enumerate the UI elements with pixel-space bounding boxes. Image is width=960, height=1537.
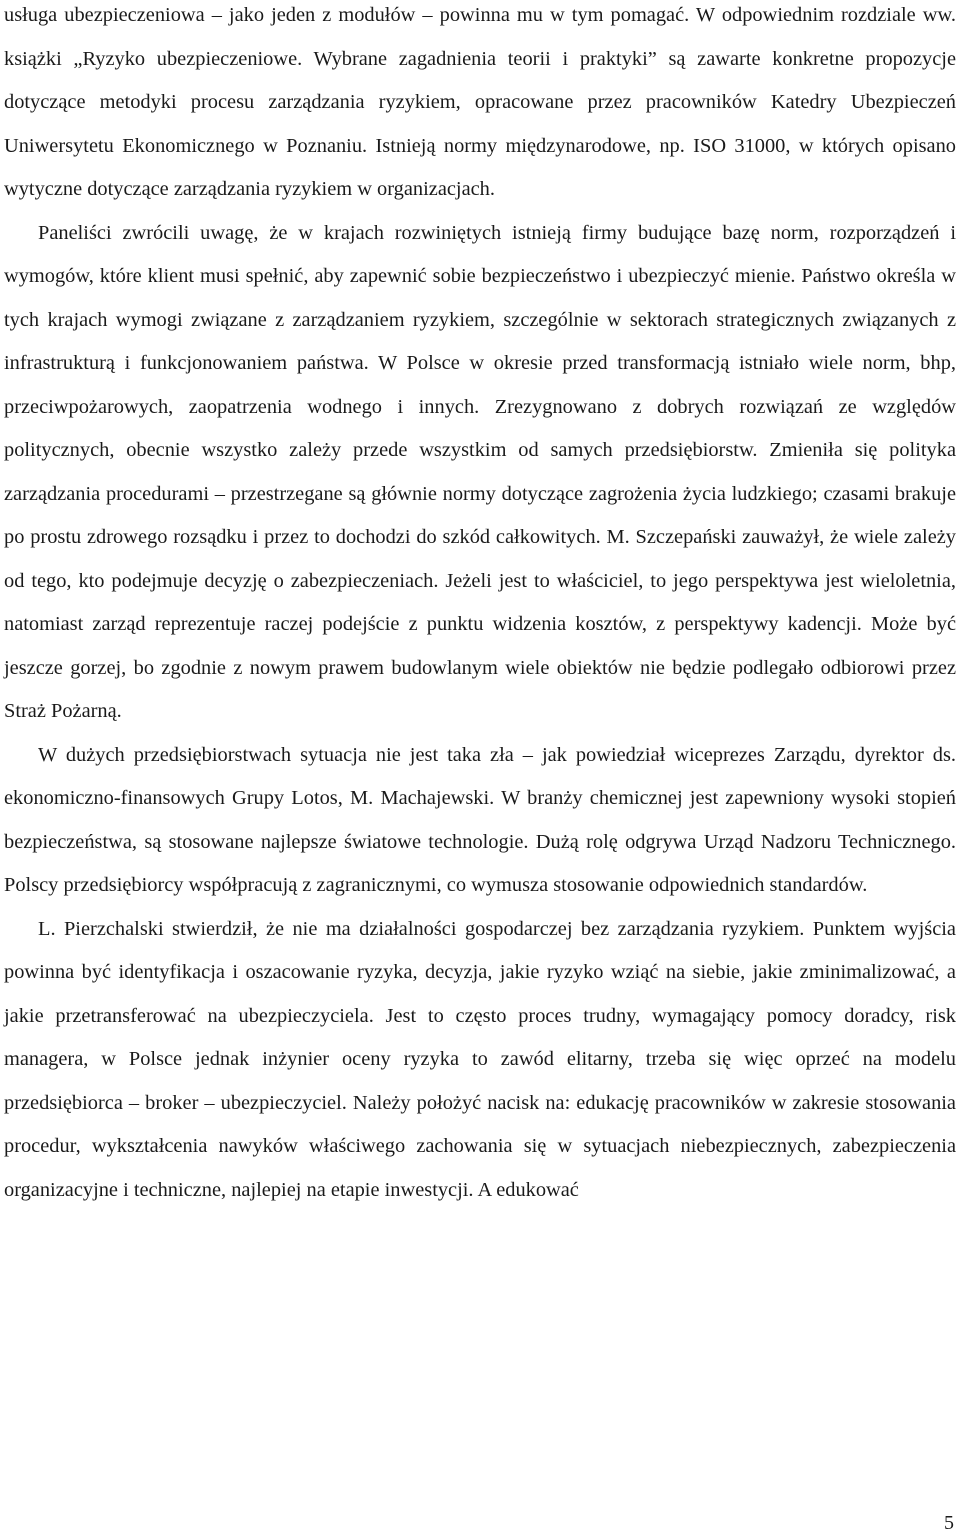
page-number: 5 [944, 1512, 954, 1534]
paragraph-risk-management: L. Pierzchalski stwierdził, że nie ma działalności gospodarczej bez zarządzania ryzykiem. Punktem wyjścia powinna być identyfikacja i oszacowanie ryzyka, decyzja, jakie ryzyko wziąć na siebie, jakie zminimalizować, a jakie przetransferować na ubezpieczyciela. Jest to często proces trudny, wymagający pomocy doradcy, risk managera, w Polsce jednak inżynier oceny ryzyka to zawód elitarny, trzeba się więc oprzeć na modelu przedsiębiorca – broker – ubezpieczyciel. Należy położyć nacisk na: edukację pracowników w zakresie stosowania procedur, wykształcenia nawyków właściwego zachowania się w sytuacjach niebezpiecznych, zabezpieczenia organizacyjne i techniczne, najlepiej na etapie inwestycji. A edukować [4, 917, 956, 1201]
paragraph-continuation: usługa ubezpieczeniowa – jako jeden z modułów – powinna mu w tym pomagać. W odpowiednim rozdziale ww. książki „Ryzyko ubezpieczeniowe. Wybrane zagadnienia teorii i praktyki” są zawarte konkretne propozycje dotyczące metodyki procesu zarządzania ryzykiem, opracowane przez pracowników Katedry Ubezpieczeń Uniwersytetu Ekonomicznego w Poznaniu. Istnieją normy międzynarodowe, np. ISO 31000, w których opisano wytyczne dotyczące zarządzania ryzykiem w organizacjach. [4, 4, 956, 200]
paragraph-panelists: Paneliści zwrócili uwagę, że w krajach rozwiniętych istnieją firmy budujące bazę norm, rozporządzeń i wymogów, które klient musi spełnić, aby zapewnić sobie bezpieczeństwo i ubezpieczyć mienie. Państwo określa w tych krajach wymogi związane z zarządzaniem ryzykiem, szczególnie w sektorach strategicznych związanych z infrastrukturą i funkcjonowaniem państwa. W Polsce w okresie przed transformacją istniało wiele norm, bhp, przeciwpożarowych, zaopatrzenia wodnego i innych. Zrezygnowano z dobrych rozwiązań ze względów politycznych, obecnie wszystko zależy przede wszystkim od samych przedsiębiorstw. Zmieniła się polityka zarządzania procedurami – przestrzegane są głównie normy dotyczące zagrożenia życia ludzkiego; czasami brakuje po prostu zdrowego rozsądku i przez to dochodzi do szkód całkowitych. M. Szczepański zauważył, że wiele zależy od tego, kto podejmuje decyzję o zabezpieczeniach. Jeżeli jest to właściciel, to jego perspektywa jest wieloletnia, natomiast zarząd reprezentuje raczej podejście z punktu widzenia kosztów, z perspektywy kadencji. Może być jeszcze gorzej, bo zgodnie z nowym prawem budowlanym wiele obiektów nie będzie podlegało odbiorowi przez Straż Pożarną. [4, 221, 956, 722]
paragraph-large-enterprises: W dużych przedsiębiorstwach sytuacja nie jest taka zła – jak powiedział wiceprezes Zarządu, dyrektor ds. ekonomiczno-finansowych Grupy Lotos, M. Machajewski. W branży chemicznej jest zapewniony wysoki stopień bezpieczeństwa, są stosowane najlepsze światowe technologie. Dużą rolę odgrywa Urząd Nadzoru Technicznego. Polscy przedsiębiorcy współpracują z zagranicznymi, co wymusza stosowanie odpowiednich standardów. [4, 743, 956, 896]
body-text [4, 0, 956, 1212]
